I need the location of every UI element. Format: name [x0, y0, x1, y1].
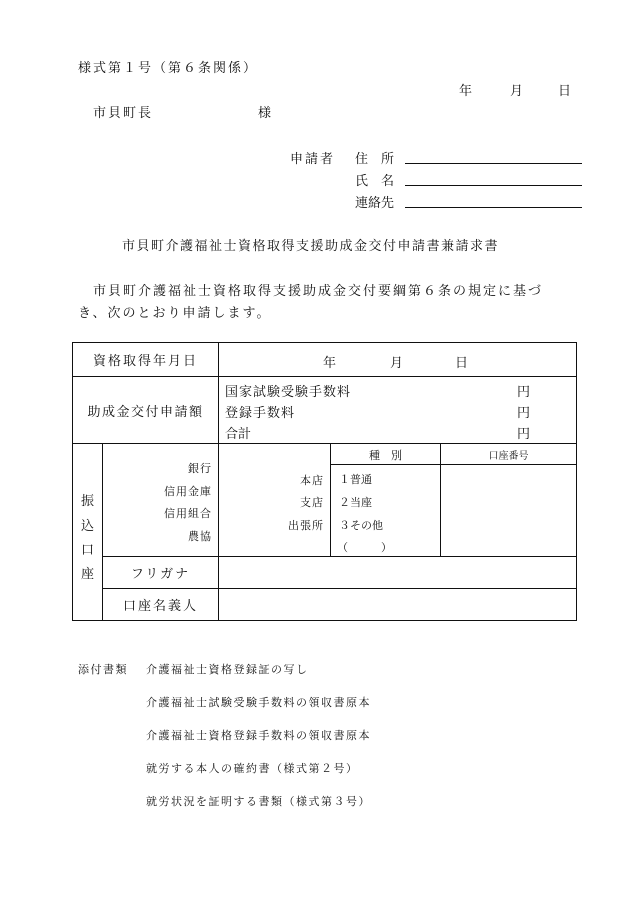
account-holder-row [73, 589, 577, 621]
grant-label: 助成金交付申請額 [87, 404, 204, 420]
account-number-header [441, 444, 576, 465]
account-holder-value-cell[interactable] [219, 589, 577, 621]
attachment-item-1: 介護福祉士資格登録証の写し [146, 663, 309, 676]
fee-total-label: 合計 [225, 427, 252, 442]
transfer-account-label-cell [73, 444, 103, 621]
attachment-item-2: 介護福祉士試験受験手数料の領収書原本 [146, 696, 371, 709]
applicant-label: 申請者 [290, 152, 336, 167]
branch-cell[interactable] [219, 444, 331, 557]
grant-amount-row [73, 377, 577, 444]
name-label: 氏 名 [355, 174, 395, 189]
fee-total-yen: 円 [517, 427, 531, 442]
qualification-date-row [73, 343, 577, 377]
bank-info-row [73, 444, 577, 557]
attachments-label: 添付書類 [78, 663, 128, 676]
fee-registration-label: 登録手数料 [225, 406, 296, 421]
address-label: 住 所 [355, 152, 395, 167]
application-table [72, 342, 577, 621]
date-year-label: 年 [459, 84, 473, 99]
bank-type-nokyo: 農協 [188, 530, 213, 543]
address-field-line[interactable] [405, 163, 582, 164]
contact-field-line[interactable] [405, 207, 582, 208]
addressee-name: 市貝町長 [93, 106, 154, 121]
furigana-value-cell[interactable] [219, 557, 577, 589]
bank-type-bank: 銀行 [188, 462, 213, 475]
addressee-honorific: 様 [258, 106, 272, 121]
transfer-char-4: 座 [80, 567, 94, 582]
transfer-char-2: 込 [80, 519, 94, 534]
furigana-label-cell [103, 557, 219, 589]
account-type-header-text: 種 別 [369, 449, 403, 462]
bank-type-shinkin: 信用金庫 [164, 485, 213, 498]
account-holder-label: 口座名義人 [123, 599, 199, 614]
account-type-ordinary[interactable]: １普通 [339, 473, 373, 486]
account-type-current[interactable]: ２当座 [339, 496, 373, 509]
account-type-cell [331, 444, 441, 557]
account-type-other[interactable]: ３その他 [339, 519, 384, 532]
bank-name-cell[interactable] [103, 444, 219, 557]
date-day-label: 日 [558, 84, 572, 99]
qual-month-label: 月 [390, 356, 404, 371]
bank-type-shinkumi: 信用組合 [164, 507, 213, 520]
fee-registration-yen: 円 [517, 406, 531, 421]
qualification-date-label-cell [73, 343, 219, 377]
account-type-other-paren[interactable]: （ ） [337, 541, 393, 554]
branch-type-office: 出張所 [288, 519, 325, 532]
grant-label-cell [73, 377, 219, 444]
contact-label: 連絡先 [355, 196, 395, 211]
branch-type-branch: 支店 [300, 496, 325, 509]
grant-amount-cell [219, 377, 577, 444]
document-title: 市貝町介護福祉士資格取得支援助成金交付申請書兼請求書 [122, 239, 500, 254]
qual-year-label: 年 [323, 356, 337, 371]
attachment-item-3: 介護福祉士資格登録手数料の領収書原本 [146, 729, 371, 742]
furigana-label: フリガナ [130, 567, 191, 582]
date-month-label: 月 [510, 84, 524, 99]
fee-exam-label: 国家試験受験手数料 [225, 385, 352, 400]
attachment-item-4: 就労する本人の確約書（様式第２号） [146, 762, 359, 775]
fee-exam-yen: 円 [517, 385, 531, 400]
branch-type-main: 本店 [300, 474, 325, 487]
account-holder-label-cell [103, 589, 219, 621]
body-text-line-1: 市貝町介護福祉士資格取得支援助成金交付要綱第６条の規定に基づ [93, 284, 544, 299]
qual-day-label: 日 [455, 356, 469, 371]
attachment-item-5: 就労状況を証明する書類（様式第３号） [146, 795, 371, 808]
transfer-char-1: 振 [80, 494, 94, 509]
form-number: 様式第１号（第６条関係） [78, 61, 259, 76]
qualification-date-value-cell[interactable] [219, 343, 577, 377]
transfer-char-3: 口 [80, 543, 94, 558]
account-type-header [331, 444, 440, 465]
furigana-row [73, 557, 577, 589]
account-number-cell[interactable] [441, 444, 577, 557]
body-text-line-2: き、次のとおり申請します。 [78, 306, 272, 321]
account-number-header-text: 口座番号 [488, 451, 529, 462]
name-field-line[interactable] [405, 185, 582, 186]
qualification-date-label: 資格取得年月日 [93, 354, 199, 369]
